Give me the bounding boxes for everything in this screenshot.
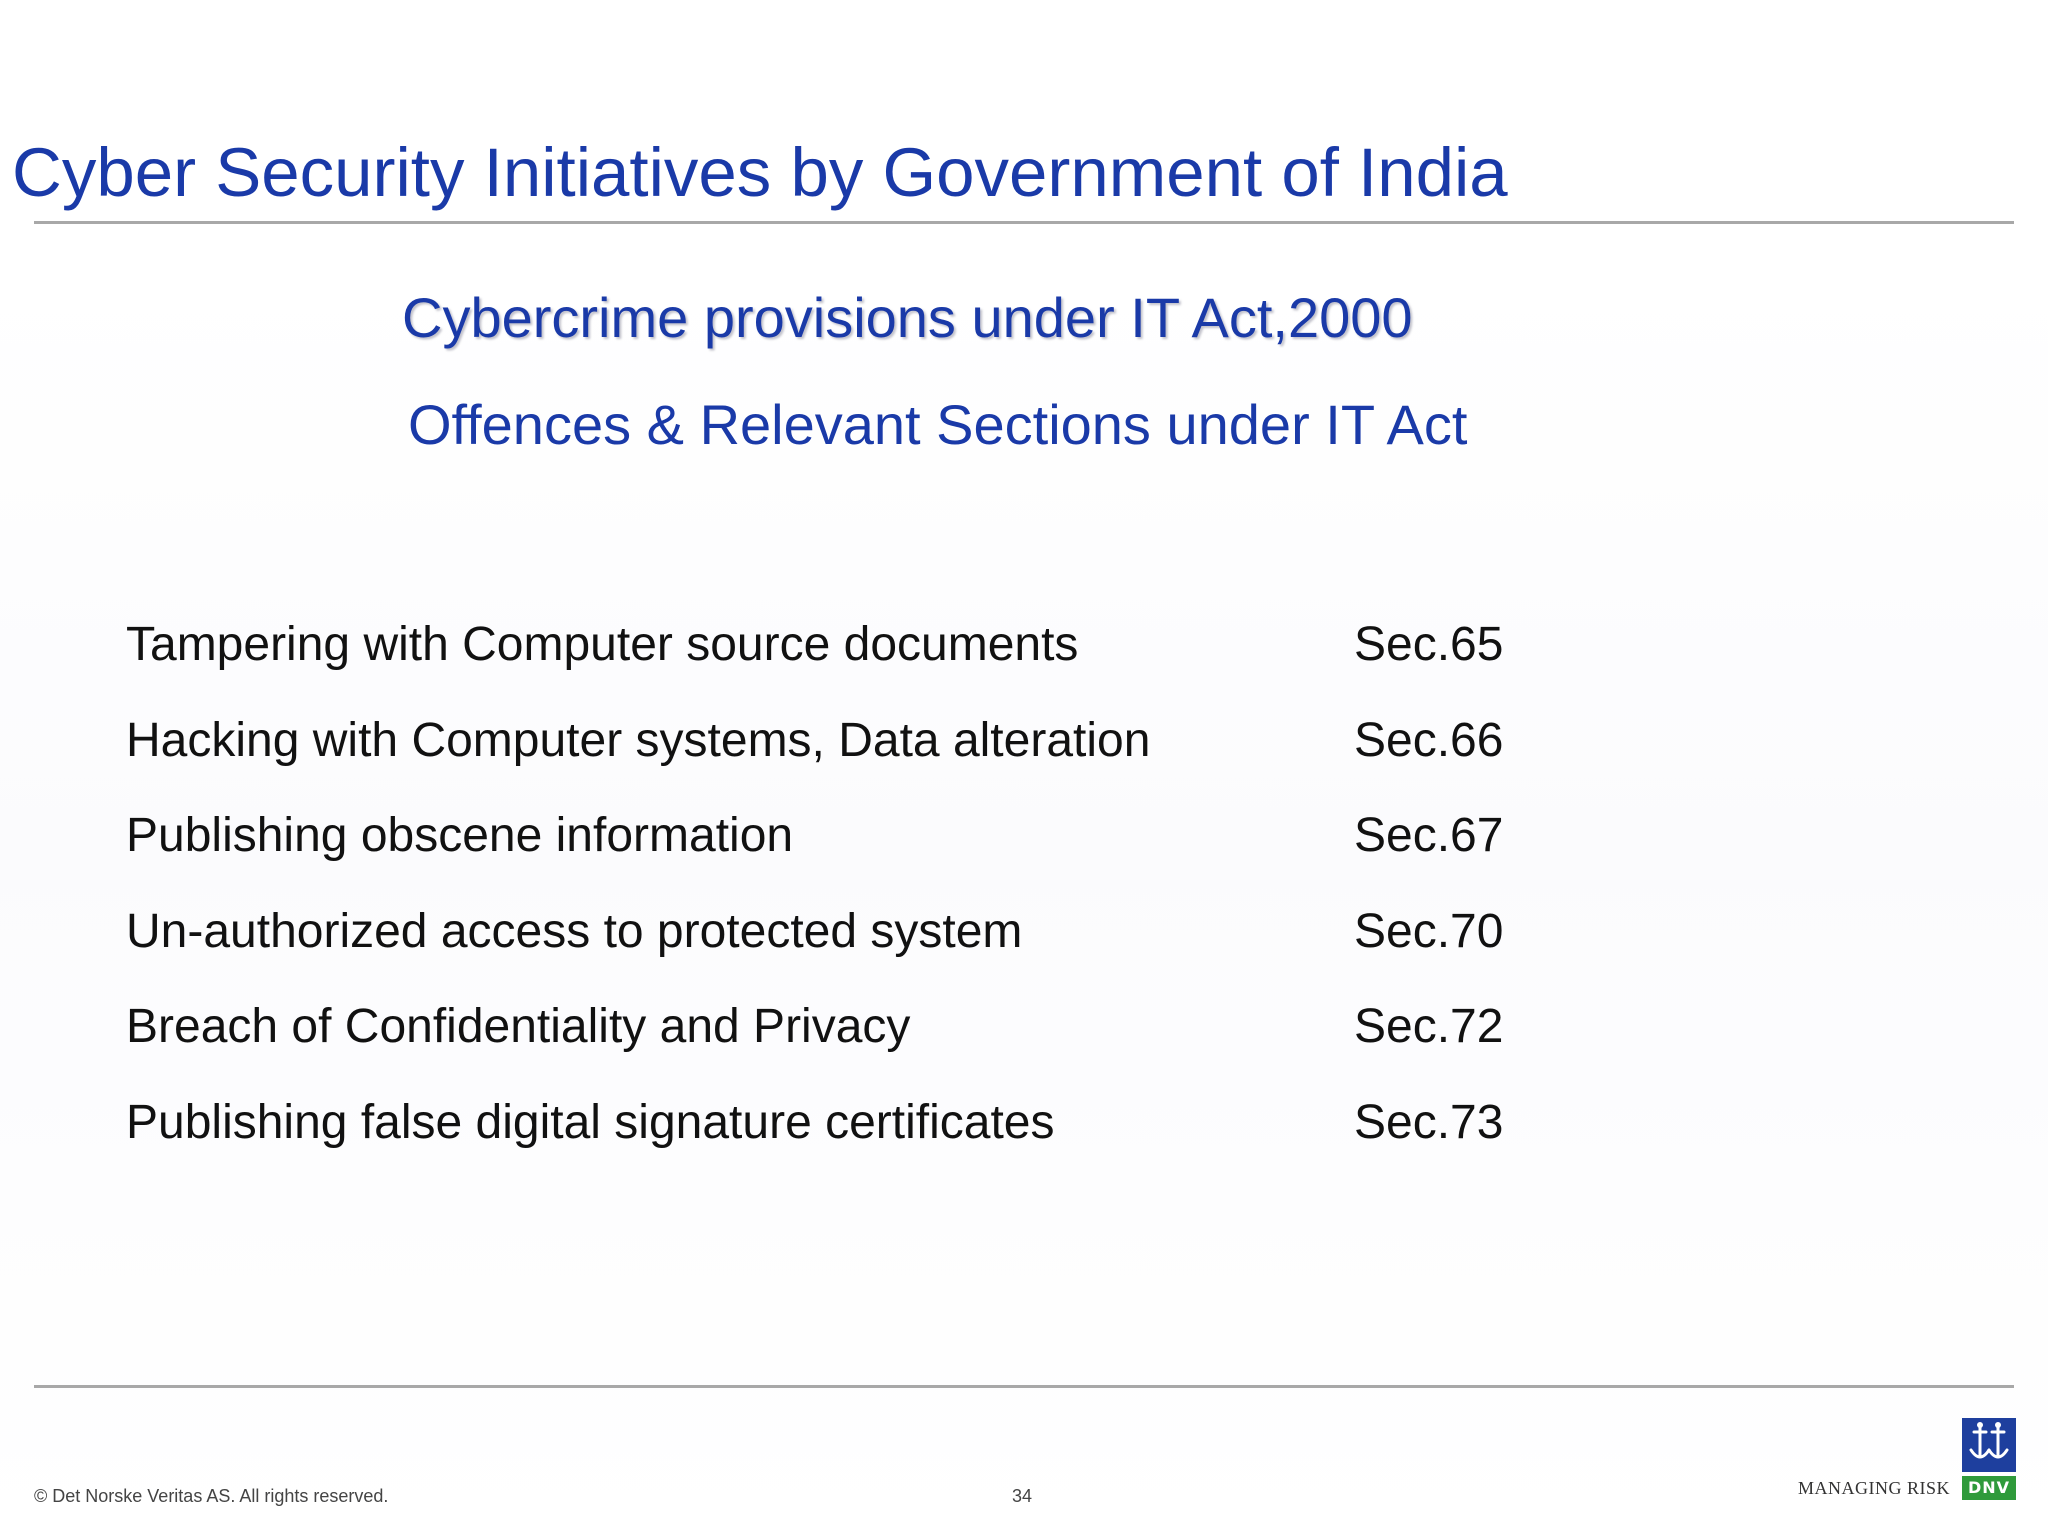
- offence-list: [126, 620, 1626, 1194]
- section-reference: Sec.70: [1354, 904, 1504, 958]
- offence-name: Publishing false digital signature certificates: [126, 1095, 1055, 1149]
- page-number: 34: [1012, 1486, 1033, 1506]
- offence-row: [126, 904, 1626, 1003]
- company-tagline: MANAGING RISK: [1798, 1478, 1951, 1498]
- offence-name: Tampering with Computer source documents: [126, 618, 1079, 671]
- offence-row: [126, 620, 1626, 716]
- offence-row: [126, 713, 1626, 812]
- section-heading: Offences & Relevant Sections under IT Act: [408, 393, 1468, 456]
- offence-row: [126, 811, 1626, 907]
- section-reference: Sec.67: [1354, 809, 1504, 863]
- offence-name: Publishing obscene information: [126, 809, 794, 863]
- dnv-wordmark: DNV: [1962, 1476, 2016, 1500]
- page-title: Cyber Security Initiatives by Government of India: [12, 134, 1508, 211]
- copyright-notice: © Det Norske Veritas AS. All rights reserved.: [34, 1486, 389, 1506]
- offence-row: [126, 1095, 1626, 1194]
- section-reference: Sec.66: [1354, 713, 1504, 767]
- section-reference: Sec.73: [1354, 1095, 1504, 1149]
- dnv-ship-icon: [1962, 1418, 2016, 1472]
- offence-row: [126, 1002, 1626, 1098]
- offence-name: Hacking with Computer systems, Data alteration: [126, 713, 1151, 767]
- footer-divider: [34, 1385, 2014, 1388]
- section-reference: Sec.72: [1354, 1000, 1504, 1054]
- section-reference: Sec.65: [1354, 618, 1504, 671]
- slide-subtitle: Cybercrime provisions under IT Act,2000: [402, 286, 1413, 349]
- dnv-logo: [1962, 1418, 2016, 1502]
- offence-name: Un-authorized access to protected system: [126, 904, 1023, 958]
- offence-name: Breach of Confidentiality and Privacy: [126, 1000, 911, 1054]
- title-divider: [34, 221, 2014, 224]
